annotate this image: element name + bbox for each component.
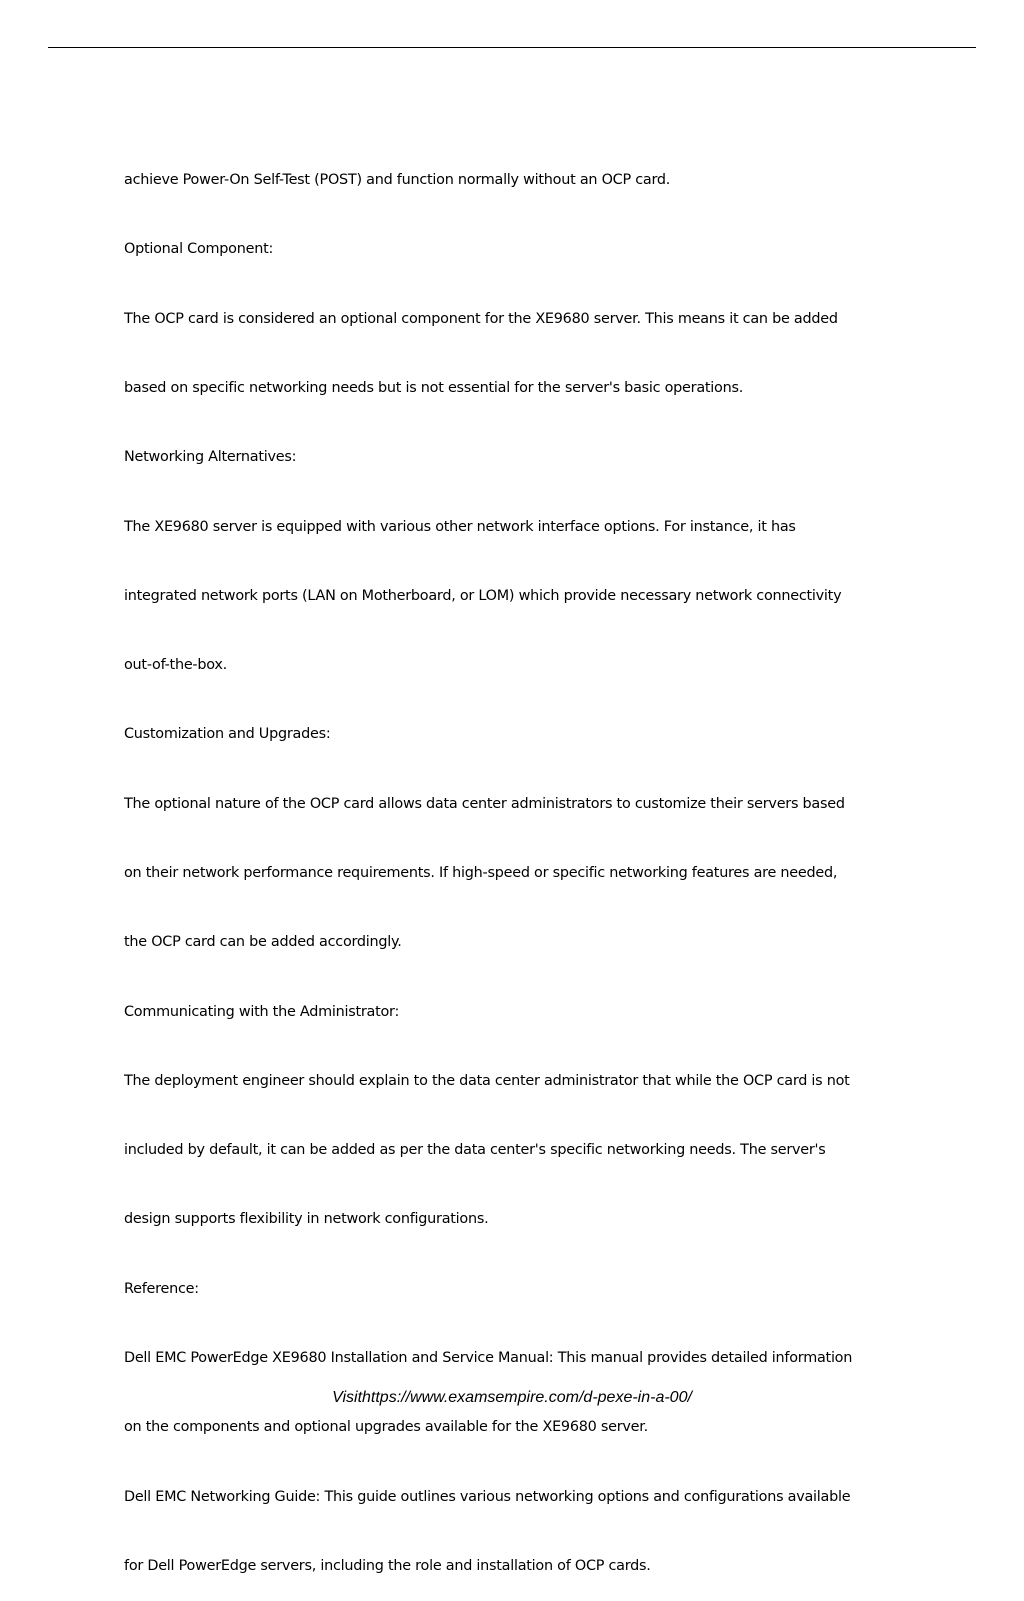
text-line: design supports flexibility in network configurations. — [124, 1211, 489, 1228]
section-heading: Optional Component: — [124, 241, 274, 258]
reference-line: for Dell PowerEdge servers, including the role and installation of OCP cards. — [124, 1557, 651, 1574]
text-line: the OCP card can be added accordingly. — [124, 934, 402, 951]
text-line: The OCP card is considered an optional component for the XE9680 server. This means it can be added — [124, 310, 838, 327]
section-heading: Reference: — [124, 1280, 199, 1297]
text-line: based on specific networking needs but is not essential for the server's basic operations. — [124, 380, 744, 397]
text-line: on their network performance requirements. If high-speed or specific networking features are needed, — [124, 865, 838, 881]
section-heading: Customization and Upgrades: — [124, 726, 331, 743]
section-heading: Communicating with the Administrator: — [124, 1003, 400, 1020]
header-divider — [48, 47, 976, 48]
footer-link[interactable]: Visithttps://www.examsempire.com/d-pexe-in-a-00/ — [332, 1389, 692, 1406]
document-body — [124, 123, 944, 1601]
reference-line: Dell EMC PowerEdge XE9680 Installation and Service Manual: This manual provides detailed information — [124, 1349, 853, 1366]
text-line: The deployment engineer should explain to the data center administrator that while the OCP card is not — [124, 1072, 850, 1089]
text-line: The optional nature of the OCP card allows data center administrators to customize their servers based — [124, 795, 845, 812]
reference-line: Dell EMC Networking Guide: This guide outlines various networking options and configurations available — [124, 1488, 851, 1505]
reference-line: on the components and optional upgrades available for the XE9680 server. — [124, 1419, 648, 1436]
text-line: out-of-the-box. — [124, 657, 227, 674]
text-line: integrated network ports (LAN on Motherboard, or LOM) which provide necessary network connectivity — [124, 587, 842, 604]
text-line: The XE9680 server is equipped with various other network interface options. For instance, it has — [124, 518, 796, 535]
text-line: achieve Power-On Self-Test (POST) and function normally without an OCP card. — [124, 172, 671, 189]
section-heading: Networking Alternatives: — [124, 449, 297, 466]
text-line: included by default, it can be added as per the data center's specific networking needs. The server's — [124, 1142, 826, 1159]
